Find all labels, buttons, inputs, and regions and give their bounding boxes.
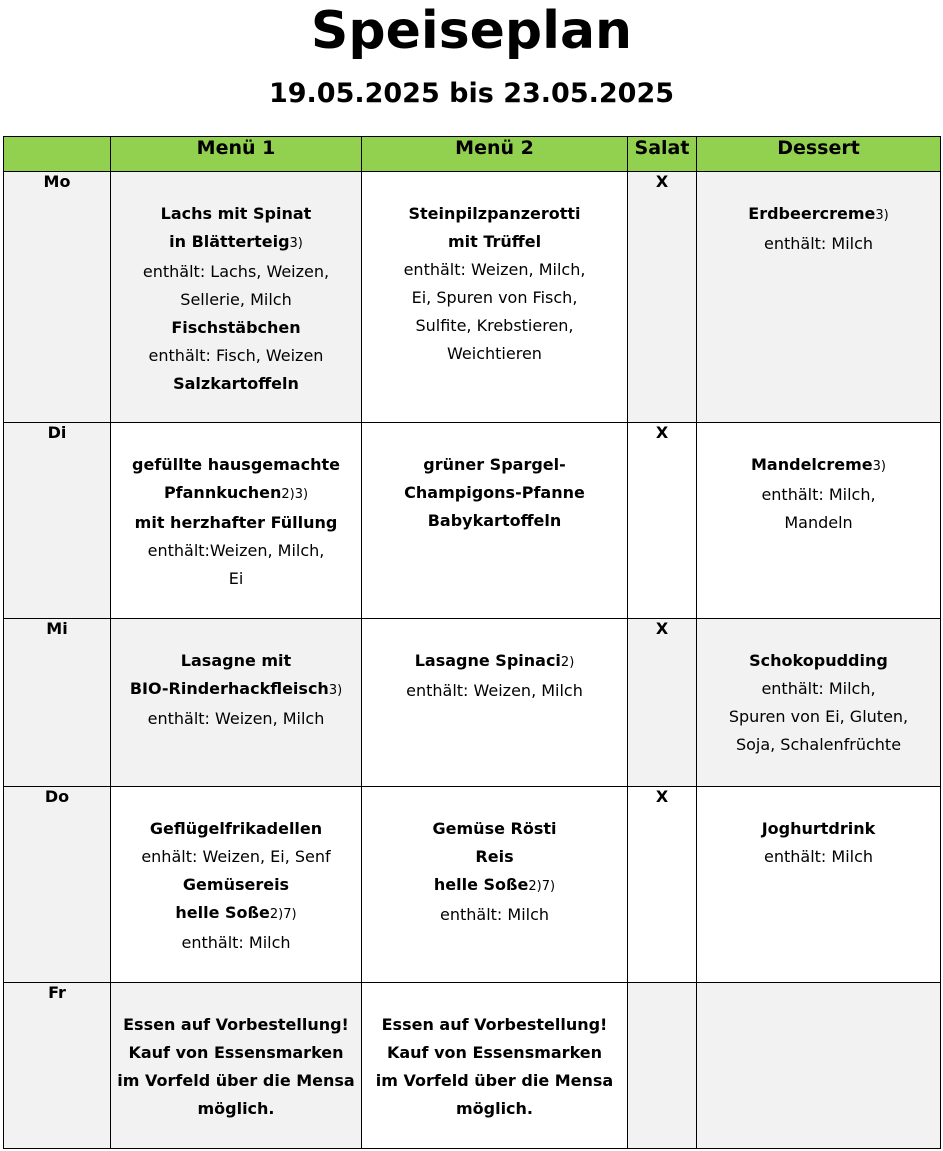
dessert-text: Erdbeercreme	[748, 204, 876, 223]
menu1-text: Geflügelfrikadellen	[149, 819, 323, 838]
menu1-text: Kauf von Essensmarken	[128, 1043, 344, 1062]
menu2-text: helle Soße	[433, 875, 529, 894]
menu1-line	[111, 370, 361, 398]
menu2-line	[362, 1067, 627, 1095]
menu2-line	[362, 871, 627, 901]
menu2-line	[362, 677, 627, 705]
menu1-text: helle Soße	[175, 903, 270, 922]
menu2-text: Champigons-Pfanne	[404, 483, 585, 502]
header-menu1: Menü 1	[111, 137, 362, 172]
menu2-line	[362, 312, 627, 340]
menu1-text: Salzkartoffeln	[173, 374, 299, 393]
menu1-text: in Blätterteig	[169, 232, 290, 251]
menu1-text: Gemüsereis	[182, 875, 290, 894]
dessert-text: Mandelcreme	[751, 455, 873, 474]
menu1-line	[111, 675, 361, 705]
menu1-line	[111, 899, 361, 929]
menu1-line	[111, 509, 361, 537]
menu1-text: mit herzhafter Füllung	[134, 513, 338, 532]
menu2-cell	[362, 423, 628, 619]
menu2-text: im Vorfeld über die Mensa	[375, 1071, 614, 1090]
menu2-line	[362, 843, 627, 871]
dessert-allergen-note: 3)	[875, 208, 889, 223]
header-dessert: Dessert	[697, 137, 941, 172]
menu1-line	[111, 228, 361, 258]
dessert-line	[697, 703, 940, 731]
menu1-cell	[111, 983, 362, 1149]
menu1-allergen-note: 2)7)	[269, 907, 297, 922]
dessert-line	[697, 815, 940, 843]
menu2-line	[362, 815, 627, 843]
menu2-text: Kauf von Essensmarken	[386, 1043, 603, 1062]
day-row-do	[4, 787, 941, 983]
menu1-line	[111, 258, 361, 286]
menu1-text: enthält: Milch	[181, 933, 291, 952]
menu1-allergen-note: 3)	[328, 683, 343, 698]
date-range: 19.05.2025 bis 23.05.2025	[268, 78, 675, 109]
menu1-allergen-note: 3)	[289, 236, 303, 251]
menu-table	[3, 136, 941, 1149]
day-row-mi	[4, 619, 941, 787]
salat-cell: X	[628, 787, 697, 983]
menu2-line	[362, 451, 627, 479]
day-label: Mi	[4, 619, 111, 787]
dessert-text: enthält: Milch	[763, 234, 874, 253]
menu2-text: Essen auf Vorbestellung!	[381, 1015, 608, 1034]
menu1-text: möglich.	[197, 1099, 275, 1118]
menu1-line	[111, 1067, 361, 1095]
menu1-text: enthält: Lachs, Weizen,	[142, 262, 330, 281]
dessert-cell	[697, 423, 941, 619]
menu2-line	[362, 507, 627, 535]
header-row	[4, 137, 941, 172]
menu1-line	[111, 451, 361, 479]
header-salat: Salat	[628, 137, 697, 172]
menu2-text: Ei, Spuren von Fisch,	[411, 288, 578, 307]
menu2-line	[362, 284, 627, 312]
menu1-cell	[111, 172, 362, 423]
menu2-line	[362, 479, 627, 507]
day-label: Mo	[4, 172, 111, 423]
menu1-text: im Vorfeld über die Mensa	[117, 1071, 355, 1090]
dessert-text: Soja, Schalenfrüchte	[735, 735, 902, 754]
dessert-cell	[697, 619, 941, 787]
menu1-cell	[111, 423, 362, 619]
day-row-mo	[4, 172, 941, 423]
dessert-text: enthält: Milch,	[761, 485, 876, 504]
day-row-di	[4, 423, 941, 619]
menu2-line	[362, 1011, 627, 1039]
menu2-text: Sulfite, Krebstieren,	[415, 316, 574, 335]
day-label: Do	[4, 787, 111, 983]
menu1-text: Pfannkuchen	[163, 483, 282, 502]
menu1-line	[111, 342, 361, 370]
menu1-text: enthält: Fisch, Weizen	[148, 346, 324, 365]
menu2-line	[362, 1039, 627, 1067]
salat-cell	[628, 983, 697, 1149]
menu2-text: enthält: Weizen, Milch	[406, 681, 583, 700]
salat-cell: X	[628, 619, 697, 787]
dessert-line	[697, 451, 940, 481]
menu1-text: Ei	[228, 569, 244, 588]
menu1-line	[111, 929, 361, 957]
dessert-text: Joghurtdrink	[761, 819, 876, 838]
dessert-cell	[697, 983, 941, 1149]
menu2-line	[362, 647, 627, 677]
dessert-line	[697, 509, 940, 537]
menu1-line	[111, 647, 361, 675]
menu1-line	[111, 200, 361, 228]
dessert-text: enthält: Milch	[763, 847, 874, 866]
menu2-allergen-note: 2)7)	[528, 879, 556, 894]
menu2-text: enthält: Weizen, Milch,	[403, 260, 586, 279]
page-title: Speiseplan	[310, 1, 633, 61]
menu1-text: Sellerie, Milch	[180, 290, 292, 309]
menu2-cell	[362, 787, 628, 983]
menu2-text: Reis	[475, 847, 514, 866]
dessert-text: Mandeln	[784, 513, 853, 532]
dessert-text: enthält: Milch,	[761, 679, 876, 698]
menu1-line	[111, 314, 361, 342]
menu1-text: gefüllte hausgemachte	[132, 455, 340, 474]
header-menu2: Menü 2	[362, 137, 628, 172]
dessert-cell	[697, 787, 941, 983]
menu1-cell	[111, 787, 362, 983]
menu1-line	[111, 1039, 361, 1067]
menu1-text: enhält: Weizen, Ei, Senf	[141, 847, 331, 866]
header-corner	[4, 137, 111, 172]
dessert-text: Spuren von Ei, Gluten,	[728, 707, 909, 726]
dessert-line	[697, 731, 940, 759]
day-row-fr	[4, 983, 941, 1149]
menu1-line	[111, 705, 361, 733]
menu2-cell	[362, 983, 628, 1149]
menu2-text: enthält: Milch	[439, 905, 550, 924]
menu1-line	[111, 1011, 361, 1039]
menu2-text: Gemüse Rösti	[432, 819, 557, 838]
menu1-line	[111, 815, 361, 843]
menu2-line	[362, 228, 627, 256]
menu2-text: Steinpilzpanzerotti	[408, 204, 581, 223]
menu1-text: Lasagne mit	[180, 651, 292, 670]
menu2-text: Lasagne Spinaci	[414, 651, 561, 670]
menu2-line	[362, 1095, 627, 1123]
menu1-text: BIO-Rinderhackfleisch	[129, 679, 329, 698]
day-label: Fr	[4, 983, 111, 1149]
menu1-line	[111, 843, 361, 871]
dessert-line	[697, 230, 940, 258]
menu1-cell	[111, 619, 362, 787]
menu1-line	[111, 537, 361, 565]
dessert-cell	[697, 172, 941, 423]
salat-cell: X	[628, 423, 697, 619]
menu2-line	[362, 340, 627, 368]
menu1-text: Lachs mit Spinat	[160, 204, 312, 223]
menu1-line	[111, 565, 361, 593]
menu2-line	[362, 256, 627, 284]
menu1-text: enthält: Weizen, Milch	[147, 709, 325, 728]
menu2-text: Weichtieren	[447, 344, 542, 363]
dessert-line	[697, 481, 940, 509]
menu1-text: Essen auf Vorbestellung!	[123, 1015, 349, 1034]
dessert-line	[697, 843, 940, 871]
menu1-line	[111, 1095, 361, 1123]
menu2-line	[362, 200, 627, 228]
menu2-text: Babykartoffeln	[427, 511, 562, 530]
menu2-cell	[362, 172, 628, 423]
menu1-text: Fischstäbchen	[171, 318, 301, 337]
dessert-text: Schokopudding	[749, 651, 888, 670]
dessert-line	[697, 675, 940, 703]
menu2-text: möglich.	[455, 1099, 534, 1118]
menu2-cell	[362, 619, 628, 787]
menu1-allergen-note: 2)3)	[281, 487, 309, 502]
menu2-allergen-note: 2)	[560, 655, 575, 670]
menu1-line	[111, 286, 361, 314]
menu1-line	[111, 479, 361, 509]
menu2-line	[362, 901, 627, 929]
menu2-text: grüner Spargel-	[423, 455, 566, 474]
menu1-text: enthält:Weizen, Milch,	[147, 541, 325, 560]
day-label: Di	[4, 423, 111, 619]
dessert-line	[697, 647, 940, 675]
menu2-text: mit Trüffel	[447, 232, 542, 251]
dessert-line	[697, 200, 940, 230]
salat-cell: X	[628, 172, 697, 423]
dessert-allergen-note: 3)	[872, 459, 886, 474]
menu1-line	[111, 871, 361, 899]
